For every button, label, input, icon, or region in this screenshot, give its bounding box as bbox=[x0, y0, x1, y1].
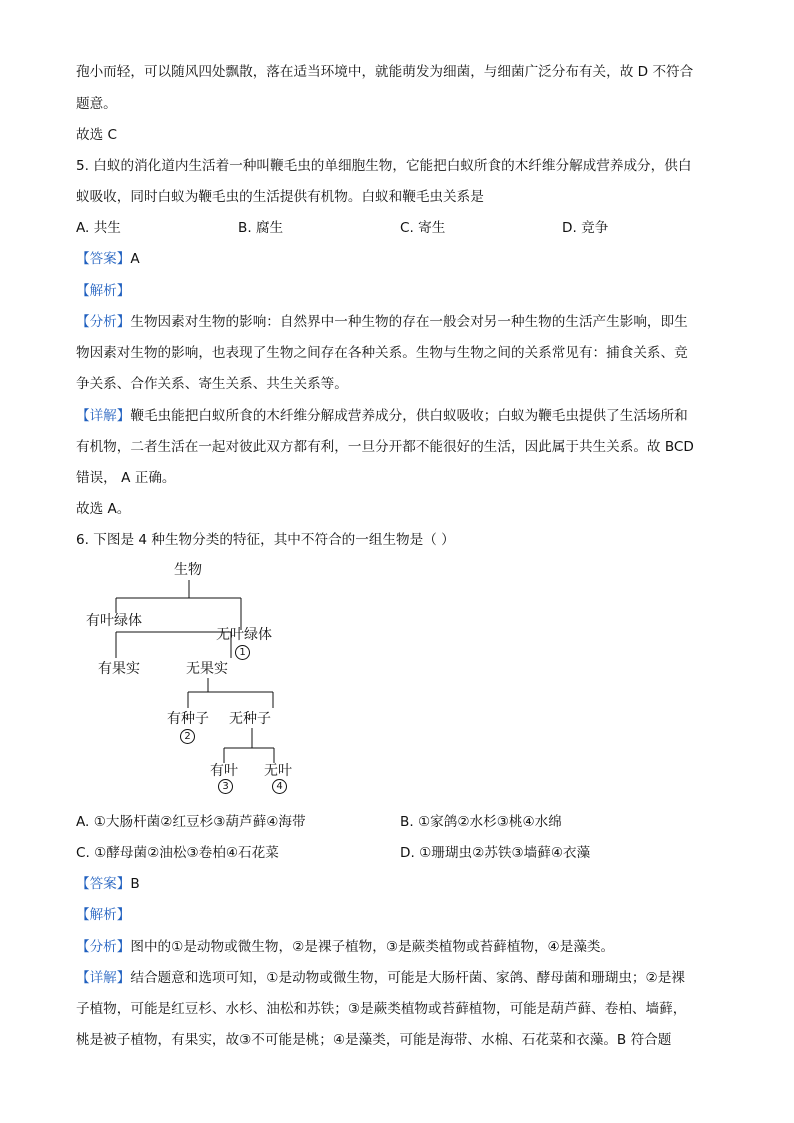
mark-3: 3 bbox=[218, 777, 233, 794]
node-has-seed: 有种子 bbox=[167, 711, 209, 727]
option-a: A. ①大肠杆菌②红豆杉③葫芦藓④海带 bbox=[76, 814, 306, 830]
answer-tag: 【答案】 bbox=[76, 251, 131, 267]
node-has-fruit: 有果实 bbox=[98, 661, 140, 677]
xiangjie-line: 【详解】结合题意和选项可知，①是动物或微生物，可能是大肠杆菌、家鸽、酵母菌和珊瑚虫；②是裸 bbox=[76, 970, 685, 986]
mark-2: 2 bbox=[180, 727, 195, 744]
option-c: C. ①酵母菌②油松③卷柏④石花菜 bbox=[76, 845, 279, 861]
xiangjie-line: 桃是被子植物，有果实，故③不可能是桃；④是藻类，可能是海带、水棉、石花菜和衣藻。B 符合题 bbox=[76, 1032, 672, 1048]
option-d: D. 竞争 bbox=[562, 220, 609, 236]
classification-diagram bbox=[76, 558, 336, 798]
xiangjie-line: 【详解】鞭毛虫能把白蚁所食的木纤维分解成营养成分，供白蚁吸收；白蚁为鞭毛虫提供了生活场所和 bbox=[76, 408, 688, 424]
answer-value: A bbox=[130, 251, 140, 267]
xiangjie-tag: 【详解】 bbox=[76, 408, 131, 424]
fenxi-tag: 【分析】 bbox=[76, 939, 131, 955]
fenxi-line: 物因素对生物的影响，也表现了生物之间存在各种关系。生物与生物之间的关系常见有：捕食关系、竞 bbox=[76, 345, 688, 361]
xiangjie-line: 子植物，可能是红豆杉、水杉、油松和苏铁；③是蕨类植物或苔藓植物，可能是葫芦藓、卷柏、墙藓， bbox=[76, 1001, 687, 1017]
xiangjie-line: 错误， A 正确。 bbox=[76, 470, 176, 486]
fenxi-tag: 【分析】 bbox=[76, 314, 131, 330]
diagram-lines bbox=[76, 558, 336, 798]
conclusion: 故选 A。 bbox=[76, 501, 131, 517]
answer-tag: 【答案】 bbox=[76, 876, 131, 892]
answer-value: B bbox=[130, 876, 140, 892]
node-root: 生物 bbox=[174, 562, 202, 578]
answer-line bbox=[76, 249, 140, 269]
analysis-tag: 【解析】 bbox=[76, 283, 131, 299]
option-c: C. 寄生 bbox=[400, 220, 446, 236]
fenxi-line: 【分析】图中的①是动物或微生物，②是裸子植物，③是蕨类植物或苔藓植物，④是藻类。 bbox=[76, 939, 615, 955]
node-no-fruit: 无果实 bbox=[186, 661, 228, 677]
fenxi-line: 【分析】生物因素对生物的影响：自然界中一种生物的存在一般会对另一种生物的生活产生影响，即生 bbox=[76, 314, 688, 330]
question-5-stem: 5. 白蚁的消化道内生活着一种叫鞭毛虫的单细胞生物，它能把白蚁所食的木纤维分解成营养成分，供白 bbox=[76, 158, 692, 174]
answer-line bbox=[76, 874, 140, 894]
text-line: 故选 C bbox=[76, 127, 118, 143]
node-no-leaf: 无叶 bbox=[264, 763, 292, 779]
option-d: D. ①珊瑚虫②苏铁③墙藓④衣藻 bbox=[400, 845, 591, 861]
node-no-seed: 无种子 bbox=[229, 711, 271, 727]
mark-4: 4 bbox=[272, 777, 287, 794]
node-has-chloroplast: 有叶绿体 bbox=[86, 613, 142, 629]
question-5-stem: 蚁吸收，同时白蚁为鞭毛虫的生活提供有机物。白蚁和鞭毛虫关系是 bbox=[76, 189, 484, 205]
fenxi-line: 争关系、合作关系、寄生关系、共生关系等。 bbox=[76, 376, 348, 392]
option-a: A. 共生 bbox=[76, 220, 121, 236]
xiangjie-line: 有机物，二者生活在一起对彼此双方都有利，一旦分开都不能很好的生活，因此属于共生关系。故 BCD bbox=[76, 439, 694, 455]
analysis-tag: 【解析】 bbox=[76, 907, 131, 923]
text-line: 题意。 bbox=[76, 96, 117, 112]
xiangjie-tag: 【详解】 bbox=[76, 970, 131, 986]
node-no-chloroplast: 无叶绿体 bbox=[216, 627, 272, 643]
mark-1: 1 bbox=[235, 643, 250, 660]
text-line: 孢小而轻，可以随风四处飘散，落在适当环境中，就能萌发为细菌，与细菌广泛分布有关，故 D 不符合 bbox=[76, 64, 694, 80]
question-6-stem: 6. 下图是 4 种生物分类的特征，其中不符合的一组生物是（ ） bbox=[76, 532, 455, 548]
node-has-leaf: 有叶 bbox=[210, 763, 238, 779]
option-b: B. ①家鸽②水杉③桃④水绵 bbox=[400, 814, 562, 830]
option-b: B. 腐生 bbox=[238, 220, 284, 236]
